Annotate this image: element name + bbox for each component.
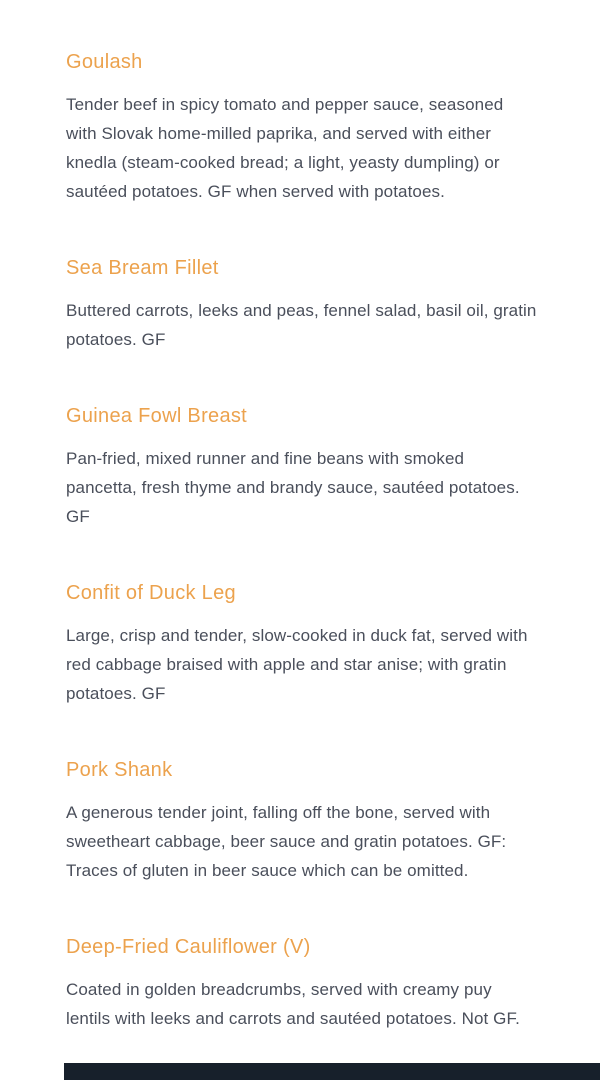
dish-description: Buttered carrots, leeks and peas, fennel salad, basil oil, gratin potatoes. GF [66,301,537,349]
menu-item [66,256,538,354]
dish-name: Confit of Duck Leg [66,582,236,604]
dish-name: Guinea Fowl Breast [66,405,248,427]
menu-item [66,758,538,885]
dish-description: Large, crisp and tender, slow-cooked in duck fat, served with red cabbage braised with apple and star anise; with gratin potatoes. GF [66,626,528,703]
menu-item [66,50,538,206]
menu-item [66,404,538,531]
dish-name: Sea Bream Fillet [66,257,219,279]
dish-name: Goulash [66,51,143,73]
dish-name: Pork Shank [66,759,173,781]
dish-description: Coated in golden breadcrumbs, served with creamy puy lentils with leeks and carrots and sautéed potatoes. Not GF. [66,980,520,1028]
menu-item [66,935,538,1033]
dish-description: Tender beef in spicy tomato and pepper sauce, seasoned with Slovak home-milled paprika, and served with either knedla (steam-cooked bread; a light, yeasty dumpling) or sautéed potatoes. GF when served with potatoes. [66,95,504,201]
dish-description: Pan-fried, mixed runner and fine beans with smoked pancetta, fresh thyme and brandy sauce, sautéed potatoes. GF [66,449,520,526]
footer-bar [64,1063,600,1080]
dish-name: Deep-Fried Cauliflower (V) [66,936,311,958]
menu-item [66,581,538,708]
dish-description: A generous tender joint, falling off the bone, served with sweetheart cabbage, beer sauce and gratin potatoes. GF: Traces of gluten in beer sauce which can be omitted. [66,803,507,880]
